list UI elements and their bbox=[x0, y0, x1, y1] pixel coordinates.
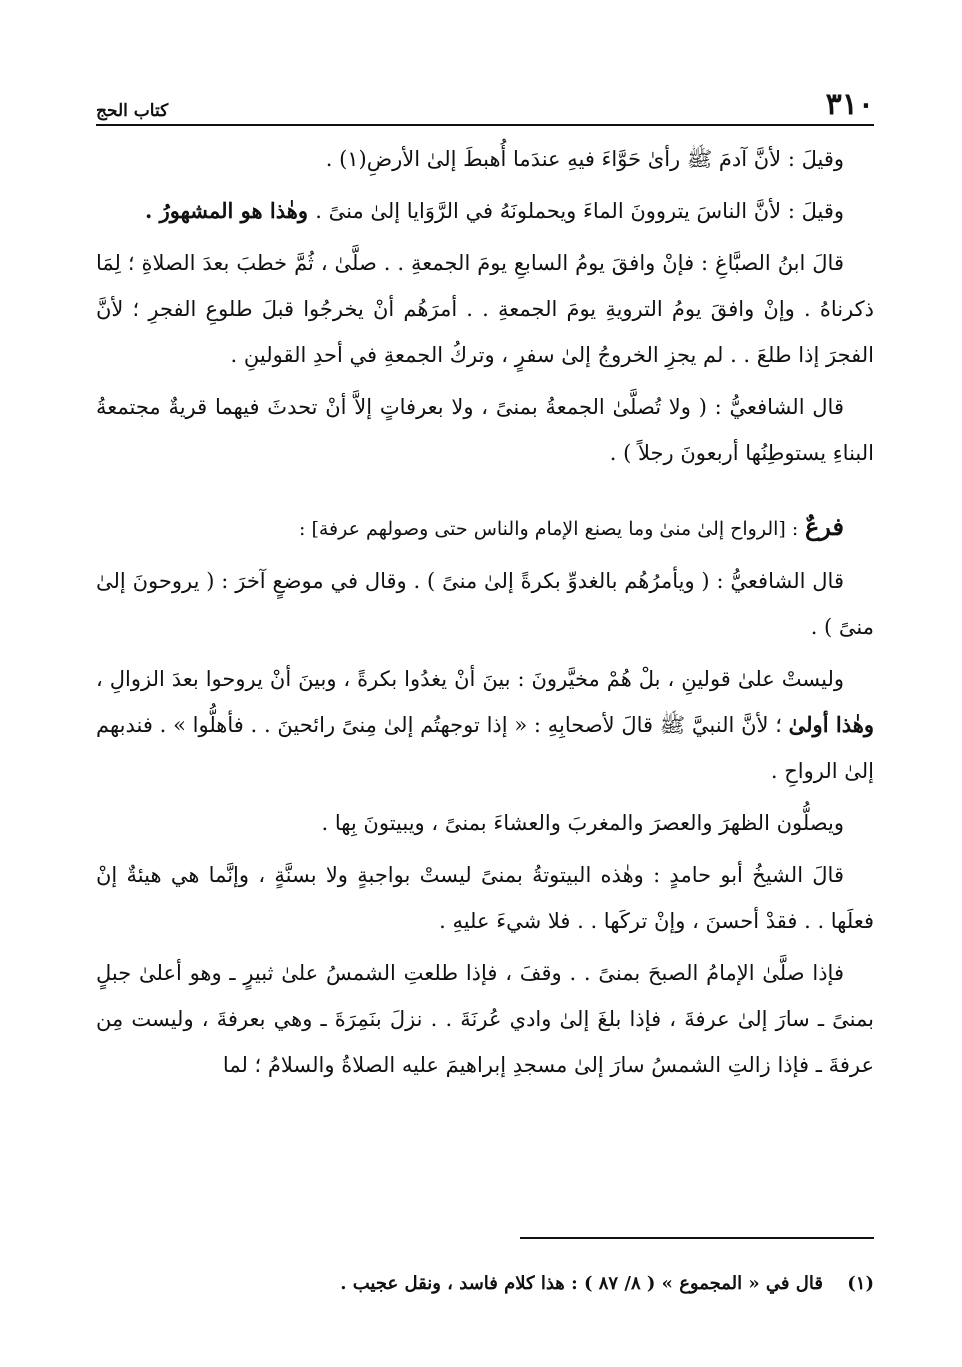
page-number: ٣١٠ bbox=[825, 87, 874, 122]
paragraph-1-text: وقيلَ : لأنَّ آدمَ ﷺ رأىٰ حَوَّاءَ فيهِ عندَما أُهبطَ إلىٰ الأرضِ(١) . bbox=[325, 147, 844, 171]
branch-title: : [الرواح إلىٰ منىٰ وما يصنع الإمام والناس حتى وصولهم عرفة] : bbox=[299, 518, 799, 540]
paragraph-4 bbox=[96, 384, 874, 476]
paragraph-2-bold: وهٰذا هو المشهورُ . bbox=[144, 198, 316, 223]
page-header bbox=[96, 82, 874, 126]
paragraph-7-text: ويصلُّون الظهرَ والعصرَ والمغربَ والعشاءَ بمنىً ، ويبيتونَ بِها . bbox=[321, 811, 844, 835]
paragraph-9-text: فإذا صلَّىٰ الإمامُ الصبحَ بمنىً . . وقفَ ، فإذا طلعتِ الشمسُ علىٰ ثبيرٍ ـ وهو أعلىٰ جبلٍ بمنىً ـ سارَ إلىٰ عرفةَ ، فإذا بلغَ إلىٰ وادي عُرنَةَ . . نزلَ بنَمِرَةَ ـ وهي بعرفةَ ، وليست مِن عرفةَ ـ فإذا زالتِ الشمسُ سارَ إلىٰ مسجدِ إبراهيمَ عليه الصلاةُ والسلامُ ؛ لما bbox=[96, 961, 874, 1077]
paragraph-6 bbox=[96, 656, 874, 794]
footnote bbox=[96, 1268, 874, 1300]
main-text bbox=[96, 136, 874, 1094]
paragraph-2 bbox=[96, 188, 874, 234]
paragraph-6-bold: وهٰذا أولىٰ bbox=[788, 712, 874, 737]
footnote-number: (١) bbox=[847, 1273, 874, 1294]
paragraph-8-text: قالَ الشيخُ أبو حامدٍ : وهٰذه البيتوتةُ بمنىً ليستْ بواجبةٍ ولا بسنَّةٍ ، وإنَّما هي هيئةٌ إنْ فعلَها . . فقدْ أحسنَ ، وإنْ تركَها . . فلا شيءَ عليهِ . bbox=[96, 863, 874, 933]
paragraph-4-text: قال الشافعيُّ : ( ولا تُصلَّىٰ الجمعةُ بمنىً ، ولا بعرفاتٍ إلاَّ أنْ تحدثَ فيهما قريةٌ مجتمعةُ البناءِ يستوطِنُها أربعونَ رجلاً ) . bbox=[96, 395, 874, 465]
paragraph-6-text-b: ؛ لأنَّ النبيَّ ﷺ قالَ لأصحابِهِ : « إذا توجهتُم إلىٰ مِنىً رائحينَ . . فأهلُّوا » . فندبهم إلىٰ الرواحِ . bbox=[96, 713, 874, 783]
paragraph-5-text: قال الشافعيُّ : ( ويأمرُهُم بالغدوِّ بكرةً إلىٰ منىً ) . وقال في موضعٍ آخرَ : ( يروحونَ إلىٰ منىً ) . bbox=[96, 569, 874, 639]
paragraph-2-text: وقيلَ : لأنَّ الناسَ يتروونَ الماءَ ويحملونَهُ في الرَّوَايا إلىٰ منىً . bbox=[315, 199, 844, 223]
paragraph-3 bbox=[96, 240, 874, 378]
branch-heading bbox=[96, 504, 874, 552]
paragraph-7 bbox=[96, 800, 874, 846]
running-head: كتاب الحج bbox=[96, 101, 169, 121]
paragraph-3-text: قالَ ابنُ الصبَّاغِ : فإنْ وافقَ يومُ السابعِ يومَ الجمعةِ . . صلَّىٰ ، ثُمَّ خطبَ بعدَ الصلاةِ ؛ لِمَا ذكرناهُ . وإنْ وافقَ يومُ الترويةِ يومَ الجمعةِ . . أمرَهُم أنْ يخرجُوا قبلَ طلوعِ الفجرِ ؛ لأنَّ الفجرَ إذا طلعَ . . لم يجزِ الخروجُ إلىٰ سفرٍ ، وتركُ الجمعةِ في أحدِ القولينِ . bbox=[96, 251, 874, 367]
footnote-divider bbox=[520, 1237, 874, 1239]
paragraph-9 bbox=[96, 950, 874, 1088]
paragraph-6-text-a: وليستْ علىٰ قولينِ ، بلْ هُمْ مخيَّرونَ : بينَ أنْ يغدُوا بكرةً ، وبينَ أنْ يروحوا بعدَ الزوالِ ، bbox=[96, 667, 844, 691]
footnote-text: قال في « المجموع » ( ٨/ ٨٧ ) : هذا كلام فاسد ، ونقل عجيب . bbox=[340, 1273, 823, 1294]
paragraph-5 bbox=[96, 558, 874, 650]
paragraph-1 bbox=[96, 136, 874, 182]
paragraph-8 bbox=[96, 852, 874, 944]
branch-label: فرعٌ bbox=[804, 512, 844, 541]
